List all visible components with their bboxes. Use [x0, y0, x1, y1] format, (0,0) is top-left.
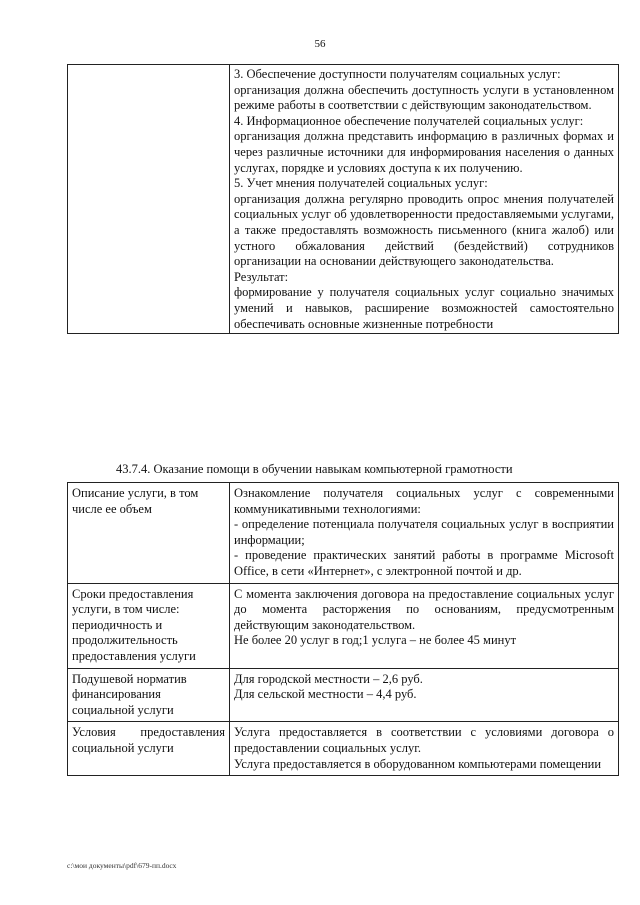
paragraph: Результат: [234, 269, 289, 284]
table-row [68, 65, 619, 334]
paragraph: С момента заключения договора на предоставление социальных услуг до момента расторжения по основаниям, предусмотренным действующим законодательством. [234, 586, 614, 632]
row-content-conditions [230, 722, 619, 776]
paragraph: 3. Обеспечение доступности получателям социальных услуг: [234, 67, 561, 81]
table-cell-content [230, 65, 619, 334]
paragraph: организация должна обеспечить доступность услуги в установленном режиме работы в соответствии с действующим законодательством. [234, 82, 614, 113]
paragraph: Не более 20 услуг в год;1 услуга – не более 45 минут [234, 633, 517, 648]
paragraph: 5. Учет мнения получателей социальных услуг: [234, 176, 488, 191]
table-row [68, 483, 619, 584]
section-heading: 43.7.4. Оказание помощи в обучении навыкам компьютерной грамотности [116, 462, 513, 476]
table-row [68, 583, 619, 668]
paragraph: Услуга предоставляется в соответствии с условиями договора о предоставлении социальных услуг. [234, 725, 614, 755]
row-content-terms [230, 583, 619, 668]
paragraph: Ознакомление получателя социальных услуг с современными коммуникативными технологиями: [234, 486, 614, 516]
paragraph: - проведение практических занятий работы в программе Microsoft Office, в сети «Интернет», с электронной почтой и др. [234, 548, 614, 578]
paragraph: Для сельской местности – 4,4 руб. [234, 687, 417, 702]
paragraph: Услуга предоставляется в оборудованном компьютерами помещении [234, 756, 602, 771]
paragraph: организация должна представить информацию в различных формах и через различные источники для информирования населения о данных услугах, порядке и условиях доступа к их получению. [234, 129, 614, 175]
row-label-funding: Подушевой норматив финансирования социальной услуги [68, 668, 230, 722]
paragraph: формирование у получателя социальных услуг социально значимых умений и навыков, расширение возможностей самостоятельно обеспечивать основные жизненные потребности [234, 285, 614, 331]
row-content-description [230, 483, 619, 584]
table-row [68, 722, 619, 776]
paragraph: организация должна регулярно проводить опрос мнения получателей социальных услуг об удовлетворенности предоставляемыми услугами, а также предоставлять возможность письменного (книга жалоб) или устного обжалования действий (бездействий) сотрудников организации на основании действующего законодательства. [234, 191, 614, 269]
continuation-table [67, 64, 619, 334]
row-label-terms: Сроки предоставления услуги, в том числе: периодичность и продолжительность предоставления услуги [68, 583, 230, 668]
row-label-conditions: Условия предоставления социальной услуги [68, 722, 230, 776]
table-cell-label [68, 65, 230, 334]
row-label-description: Описание услуги, в том числе ее объем [68, 483, 230, 584]
footer-file-path: c:\мои документы\pdf\679-пп.docx [67, 861, 177, 870]
paragraph: 4. Информационное обеспечение получателей социальных услуг: [234, 113, 584, 128]
service-table [67, 482, 619, 776]
paragraph: Для городской местности – 2,6 руб. [234, 671, 423, 686]
paragraph: - определение потенциала получателя социальных услуг в восприятии информации; [234, 517, 614, 547]
page-number: 56 [314, 38, 326, 50]
row-content-funding [230, 668, 619, 722]
table-row [68, 668, 619, 722]
